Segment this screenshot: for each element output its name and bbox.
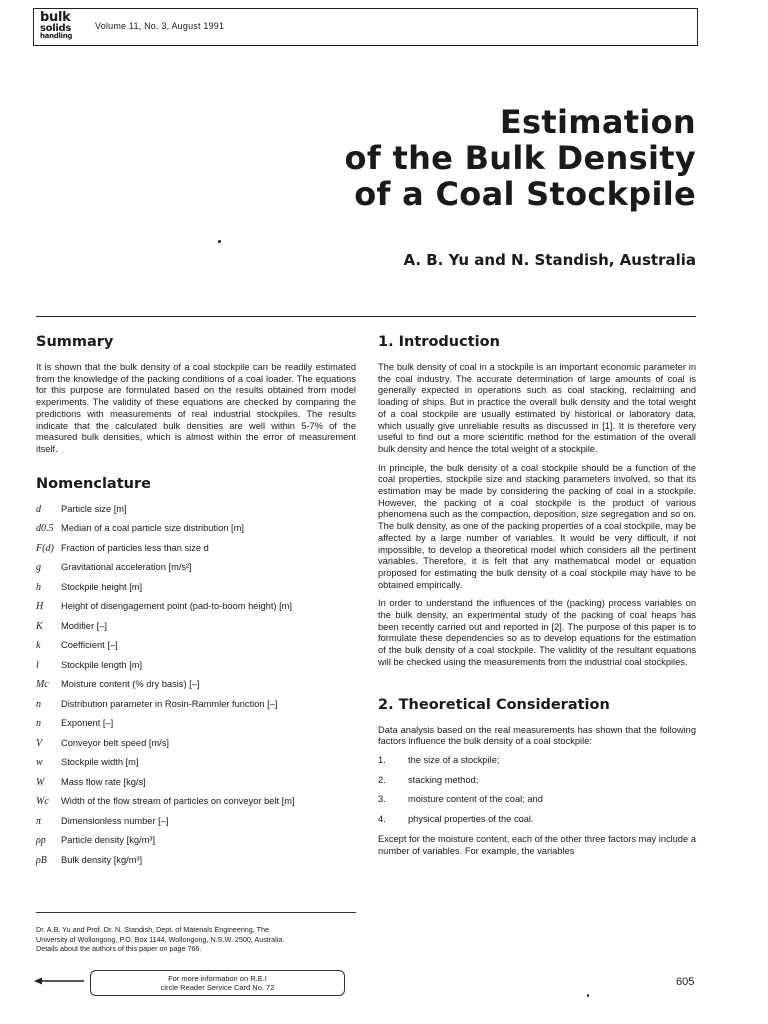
nomenclature-definition: Dimensionless number [–]: [61, 815, 169, 826]
nomenclature-item: [36, 660, 356, 680]
nomenclature-definition: Width of the flow stream of particles on conveyor belt [m]: [61, 796, 295, 807]
nomenclature-definition: Stockpile height [m]: [61, 581, 143, 592]
summary-text: It is shown that the bulk density of a coal stockpile can be readily estimated from the knowledge of the packing conditions of a coal loader. The equations for this purpose are formulated based on the results obtained from model experiments. The validity of these equations are checked by comparing the predictions with measurements of real industrial stockpiles. The results indicate that the calculated bulk densities are well within 5-7% of the measured bulk densities, which is almost within the error of measurement itself.: [36, 362, 356, 454]
nomenclature-definition: Exponent [–]: [61, 718, 114, 729]
print-speck: [587, 994, 589, 997]
print-speck: [218, 240, 221, 243]
journal-logo: [40, 12, 86, 40]
nomenclature-item: [36, 835, 356, 855]
nomenclature-definition: Height of disengagement point (pad-to-boom height) [m]: [61, 601, 293, 612]
nomenclature-definition: Stockpile length [m]: [61, 659, 143, 670]
footnote-line: Details about the authors of this paper on page 766.: [36, 944, 202, 954]
nomenclature-definition: Moisture content (% dry basis) [–]: [61, 679, 200, 690]
nomenclature-definition: Particle size [m]: [61, 503, 127, 514]
theory-continued: Except for the moisture content, each of the other three factors may include a number of variables. For example, the variables: [378, 833, 696, 856]
page-number: 605: [676, 976, 695, 988]
nomenclature-symbol: V: [36, 737, 43, 749]
footnote-line: Dr. A.B. Yu and Prof. Dr. N. Standish, Dept. of Materials Engineering, The: [36, 925, 270, 934]
nomenclature-symbol: n: [36, 698, 41, 710]
nomenclature-item: [36, 640, 356, 660]
right-column: [378, 334, 696, 864]
list-item: [378, 755, 696, 767]
list-text: stacking method;: [408, 774, 479, 785]
reader-service-box: [90, 970, 345, 996]
volume-info: Volume 11, No. 3, August 1991: [95, 21, 225, 31]
nomenclature-item: [36, 523, 356, 543]
nomenclature-definition: Mass flow rate [kg/s]: [61, 776, 146, 787]
logo-line: solids: [40, 23, 71, 34]
theory-heading: 2. Theoretical Consideration: [378, 696, 610, 713]
list-item: [378, 775, 696, 787]
left-column: [36, 334, 356, 874]
nomenclature-definition: Conveyor belt speed [m/s]: [61, 737, 169, 748]
nomenclature-symbol: F(d): [36, 542, 54, 554]
summary-heading: Summary: [36, 334, 114, 350]
introduction-paragraph: The bulk density of coal in a stockpile is an important economic parameter in the coal industry. The accurate determination of large amounts of coal is generally expected in operations such as coal stacking, reclaiming and loading of ships. But in practice the overall bulk density and the total weight of a coal stockpile are usually estimated by historical or laboratory data, which usually give unreliable results as discussed in [1]. It is therefore very useful to find out a more scientific method for the estimation of the overall bulk density and hence the total weight of a stockpile.: [378, 362, 696, 454]
nomenclature-symbol: W: [36, 776, 45, 788]
footnote-line: University of Wollongong, P.O. Box 1144, Wollongong, N.S.W. 2500, Australia.: [36, 934, 285, 944]
logo-line: handling: [40, 32, 73, 40]
nomenclature-item: [36, 816, 356, 836]
nomenclature-item: [36, 796, 356, 816]
nomenclature-item: [36, 757, 356, 777]
nomenclature-item: [36, 562, 356, 582]
nomenclature-definition: Bulk density [kg/m³]: [61, 854, 143, 865]
list-text: physical properties of the coal.: [408, 814, 534, 825]
nomenclature-definition: Particle density [kg/m³]: [61, 835, 156, 846]
nomenclature-definition: Distribution parameter in Rosin-Rammler function [–]: [61, 698, 278, 709]
nomenclature-symbol: n: [36, 718, 41, 730]
nomenclature-symbol: g: [36, 562, 41, 574]
article-title: [345, 104, 696, 212]
nomenclature-definition: Gravitational acceleration [m/s²]: [61, 562, 192, 573]
nomenclature-symbol: Wc: [36, 796, 49, 808]
nomenclature-item: [36, 718, 356, 738]
section-rule: [36, 316, 696, 317]
nomenclature-item: [36, 777, 356, 797]
logo-line: bulk: [40, 10, 71, 25]
nomenclature-symbol: h: [36, 581, 41, 593]
nomenclature-symbol: d0.5: [36, 523, 54, 535]
list-number: 3.: [378, 794, 386, 805]
nomenclature-definition: Fraction of particles less than size d: [61, 542, 209, 553]
list-item: [378, 814, 696, 826]
nomenclature-definition: Stockpile width [m]: [61, 757, 139, 768]
nomenclature-symbol: K: [36, 620, 43, 632]
reader-card-line: circle Reader Service Card No. 72: [160, 983, 275, 992]
list-number: 1.: [378, 754, 386, 765]
nomenclature-symbol: ρp: [36, 835, 46, 847]
nomenclature-definition: Coefficient [–]: [61, 640, 118, 651]
list-number: 4.: [378, 814, 386, 825]
reader-card-line: For more information on R.E.I: [168, 974, 267, 983]
nomenclature-list: [36, 504, 356, 875]
nomenclature-symbol: π: [36, 815, 42, 827]
nomenclature-definition: Modifier [–]: [61, 620, 107, 631]
introduction-heading: 1. Introduction: [378, 334, 500, 350]
list-number: 2.: [378, 774, 386, 785]
title-line: of a Coal Stockpile: [354, 175, 696, 213]
nomenclature-heading: Nomenclature: [36, 475, 151, 492]
nomenclature-item: [36, 855, 356, 875]
nomenclature-item: [36, 504, 356, 524]
introduction-paragraph: In principle, the bulk density of a coal stockpile should be a function of the coal properties, stockpile size and stacking parameters involved, so that its estimation may be made by considering the packing of coal in a stockpile. However, the packing of a coal stockpile is the product of various phenomena such as the compaction, deposition, size segregation and so on. The bulk density, as one of the packing properties of a coal stockpile, may be affected by a large number of variables. It would be very difficult, if not impossible, to develop a theoretical model which considers all the pertinent variables. Therefore, it is felt that any mathematical model or equation proposed for estimating the bulk density of a coal stockpile may have to be obtained empirically.: [378, 462, 696, 590]
nomenclature-symbol: d: [36, 503, 41, 515]
list-item: [378, 794, 696, 806]
authors: A. B. Yu and N. Standish, Australia: [403, 251, 696, 269]
title-line: Estimation: [499, 103, 696, 141]
nomenclature-symbol: k: [36, 640, 41, 652]
nomenclature-item: [36, 621, 356, 641]
nomenclature-symbol: H: [36, 601, 44, 613]
title-line: of the Bulk Density: [344, 139, 696, 177]
nomenclature-item: [36, 679, 356, 699]
nomenclature-item: [36, 699, 356, 719]
list-text: moisture content of the coal; and: [408, 794, 543, 805]
list-text: the size of a stockpile;: [408, 754, 500, 765]
factor-list: [378, 755, 696, 826]
nomenclature-item: [36, 543, 356, 563]
nomenclature-symbol: l: [36, 659, 39, 671]
author-footnote: [36, 912, 356, 954]
nomenclature-item: [36, 601, 356, 621]
nomenclature-symbol: ρB: [36, 854, 47, 866]
nomenclature-definition: Median of a coal particle size distribution [m]: [61, 523, 244, 534]
arrow-left-icon: [34, 977, 84, 985]
nomenclature-symbol: w: [36, 757, 43, 769]
theory-intro: Data analysis based on the real measurements has shown that the following factors influence the bulk density of a coal stockpile:: [378, 724, 696, 747]
introduction-paragraph: In order to understand the influences of the (packing) process variables on the bulk density, an experimental study of the packing of coal heaps has been recently carried out and reported in [2]. The purpose of this paper is to formulate these dependencies so as to develop equations for the estimation of the bulk density of a coal stockpile. The validity of the resultant equations will be checked using the measurements from the industrial coal stockpiles.: [378, 598, 696, 667]
nomenclature-item: [36, 738, 356, 758]
nomenclature-symbol: Mc: [36, 679, 49, 691]
nomenclature-item: [36, 582, 356, 602]
